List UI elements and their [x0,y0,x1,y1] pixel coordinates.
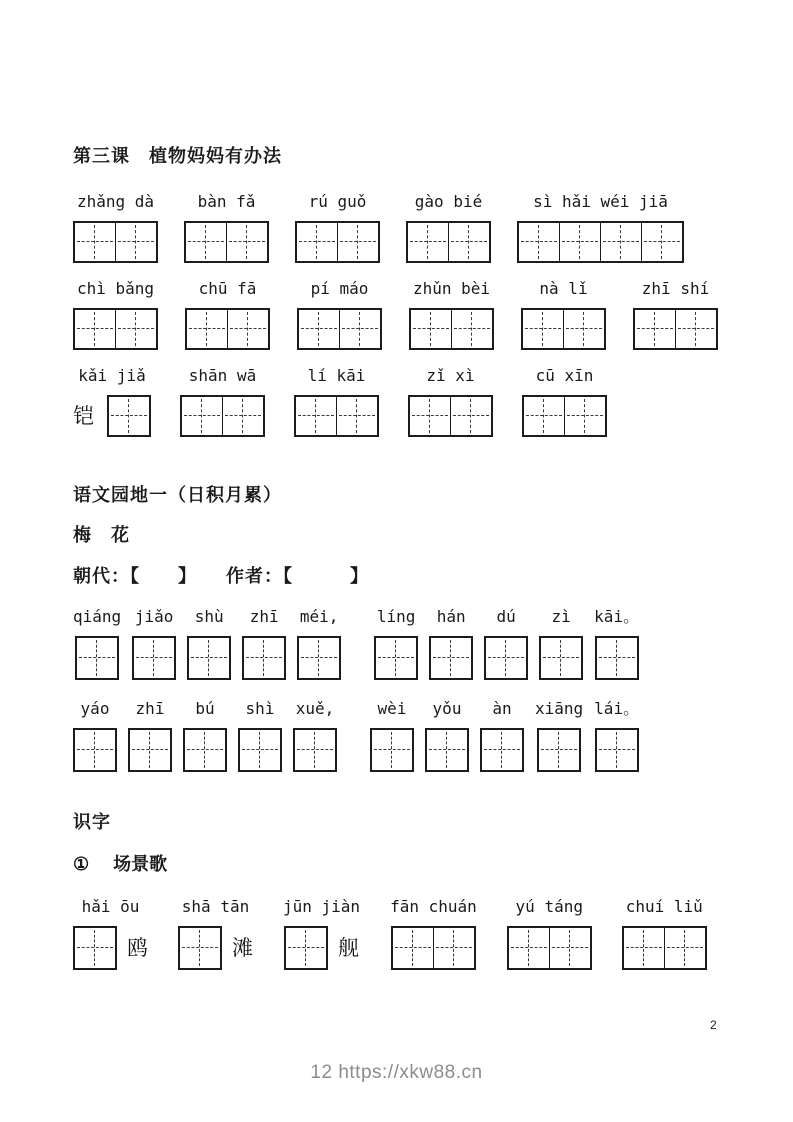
box-line [408,395,493,437]
word-group [185,280,270,350]
writing-grid [406,221,491,263]
garden-section-title: 语文园地一（日积月累） [73,485,282,505]
writing-grid [73,308,158,350]
pinyin-label: sì hǎi wéi jiā [533,192,668,211]
writing-grid [178,926,222,970]
pinyin-label: wèi [377,699,407,718]
grid-cell [559,223,600,261]
grid-cell [295,730,335,770]
writing-grid [537,728,581,772]
pinyin-label: shān wā [188,366,257,385]
pinyin-label: xuě, [295,699,335,718]
grid-cell [77,638,117,678]
grid-cell [411,310,451,348]
grid-cell [189,638,229,678]
grid-cell [297,223,337,261]
pinyin-label: líng [376,607,416,626]
word-group [480,700,524,772]
box-line [429,636,473,680]
pinyin-label: yáo [80,699,110,718]
lesson-title: 第三课 植物妈妈有办法 [73,146,282,166]
word-group [242,608,286,680]
word-group [390,898,477,970]
writing-grid [238,728,282,772]
box-line [409,308,494,350]
word-group [507,898,592,970]
box-line [517,221,684,263]
writing-grid [429,636,473,680]
writing-grid [517,221,684,263]
grid-cell [109,397,149,435]
writing-grid [73,221,158,263]
pinyin-label: zǐ xì [426,366,475,385]
box-line [633,308,718,350]
word-group [633,280,718,350]
word-group [283,898,360,970]
item-title-label: 场景歌 [113,854,168,874]
grid-cell [185,730,225,770]
pinyin-label: kǎi jiǎ [78,366,146,385]
pinyin-label: gào bié [414,192,483,211]
writing-grid [183,728,227,772]
writing-grid [507,926,592,970]
word-group [374,608,418,680]
grid-cell [524,397,564,435]
grid-cell [244,638,284,678]
grid-cell [539,730,579,770]
pinyin-label: qiáng [73,607,122,626]
grid-cell [299,638,339,678]
word-group [406,193,491,263]
word-group [178,898,253,970]
box-line [242,636,286,680]
pinyin-label: zhī shí [641,279,710,298]
grid-cell [408,223,448,261]
pinyin-label: lái。 [594,699,640,718]
box-line [595,636,639,680]
literacy-section-title: 识字 [73,812,111,832]
pinyin-label: zhǎng dà [76,192,155,211]
box-line [73,221,158,263]
grid-cell [227,310,268,348]
word-group [73,280,158,350]
grid-cell [299,310,339,348]
word-group [183,700,227,772]
pinyin-label: fān chuán [390,897,477,916]
grid-cell [75,730,115,770]
box-line [425,728,469,772]
grid-cell [549,928,590,968]
word-group [297,280,382,350]
box-line [178,926,253,970]
word-group [128,700,172,772]
poem-meta: 朝代：【 】 作者：【 】 [73,566,369,586]
box-line [73,308,158,350]
pinyin-label: àn [492,699,512,718]
pinyin-label: jiǎo [134,607,174,626]
pinyin-label: chuí liǔ [625,897,703,916]
grid-cell [187,310,227,348]
word-group [73,367,151,437]
writing-grid [185,308,270,350]
box-line [480,728,524,772]
writing-grid [73,728,117,772]
box-line [185,308,270,350]
grid-cell [75,928,115,968]
poem-line-1 [73,608,793,680]
box-line [73,926,148,970]
word-group [238,700,282,772]
grid-cell [393,928,433,968]
grid-cell [75,310,115,348]
box-line [622,926,707,970]
box-line [73,728,117,772]
writing-grid [409,308,494,350]
word-group [409,280,494,350]
grid-cell [431,638,471,678]
footer-link[interactable]: 12 https://xkw88.cn [310,1062,483,1083]
grid-cell [664,928,705,968]
writing-grid [293,728,337,772]
word-group [522,367,607,437]
grid-cell [339,310,380,348]
box-line [595,728,639,772]
box-line [374,636,418,680]
pinyin-label: hǎi ōu [81,897,140,916]
grid-cell [450,397,491,435]
grid-cell [635,310,675,348]
grid-cell [180,928,220,968]
grid-cell [448,223,489,261]
item-number: ① [73,854,90,874]
page-number: 2 [710,1018,717,1032]
grid-cell [486,638,526,678]
writing-grid [622,926,707,970]
grid-cell [115,310,156,348]
grid-cell [222,397,263,435]
word-group [73,700,117,772]
hanzi-char: 鸥 [127,936,148,960]
pinyin-label: zhī [249,607,279,626]
box-line [370,728,414,772]
box-line [297,308,382,350]
hanzi-char: 舰 [338,936,360,960]
writing-grid [522,395,607,437]
grid-cell [337,223,378,261]
grid-cell [75,223,115,261]
writing-grid [128,728,172,772]
grid-cell [641,223,682,261]
pinyin-label: yǒu [432,699,462,718]
box-line [294,395,379,437]
word-group [187,608,231,680]
writing-grid [539,636,583,680]
box-line [295,221,380,263]
pinyin-label: cū xīn [535,366,594,385]
pinyin-label: shù [194,607,224,626]
grid-cell [675,310,716,348]
pinyin-label: pí máo [310,279,369,298]
pinyin-label: méi, [299,607,339,626]
grid-cell [624,928,664,968]
pinyin-label: zhǔn bèi [412,279,491,298]
box-line [187,636,231,680]
writing-grid [132,636,176,680]
box-line [238,728,282,772]
pinyin-label: zhī [135,699,165,718]
grid-cell [186,223,226,261]
writing-grid [180,395,265,437]
word-group [521,280,606,350]
word-group [622,898,707,970]
pinyin-label: bú [195,699,215,718]
box-line [73,395,151,437]
writing-grid [297,308,382,350]
lesson-word-row-3 [73,367,793,437]
box-line [128,728,172,772]
grid-cell [597,638,637,678]
grid-cell [564,397,605,435]
pinyin-label: kāi。 [594,607,640,626]
grid-cell [134,638,174,678]
box-line [537,728,581,772]
writing-grid [107,395,151,437]
writing-grid [408,395,493,437]
word-group [294,367,379,437]
grid-cell [600,223,641,261]
writing-grid [284,926,328,970]
pinyin-label: chū fā [198,279,257,298]
grid-cell [541,638,581,678]
grid-cell [451,310,492,348]
word-group [297,608,341,680]
grid-cell [376,638,416,678]
pinyin-label: shā tān [181,897,250,916]
poem-line-2 [73,700,793,772]
word-group [293,700,337,772]
box-line [521,308,606,350]
writing-grid [425,728,469,772]
writing-grid [391,926,476,970]
word-group [594,608,639,680]
grid-cell [115,223,156,261]
word-group [73,193,158,263]
box-line [539,636,583,680]
pinyin-label: rú guǒ [308,192,367,211]
writing-grid [294,395,379,437]
writing-grid [184,221,269,263]
box-line [507,926,592,970]
word-group [295,193,380,263]
literacy-item-title [73,854,793,874]
box-line [284,926,359,970]
grid-cell [563,310,604,348]
box-line [522,395,607,437]
hanzi-char: 铠 [73,404,94,428]
writing-grid [295,221,380,263]
hanzi-char: 滩 [232,936,253,960]
word-group [370,700,414,772]
word-group [132,608,176,680]
pinyin-label: chì bǎng [76,279,155,298]
writing-grid [370,728,414,772]
writing-grid [73,926,117,970]
grid-cell [519,223,559,261]
box-line [391,926,476,970]
pinyin-label: bàn fǎ [197,192,256,211]
word-group [184,193,269,263]
word-group [429,608,473,680]
box-line [484,636,528,680]
grid-cell [226,223,267,261]
writing-grid [75,636,119,680]
word-group [408,367,493,437]
word-group [73,608,121,680]
box-line [406,221,491,263]
pinyin-label: shì [245,699,275,718]
page-footer [0,1062,793,1084]
word-group [594,700,639,772]
grid-cell [286,928,326,968]
box-line [293,728,337,772]
writing-grid [187,636,231,680]
writing-grid [595,636,639,680]
pinyin-label: hán [436,607,466,626]
pinyin-label: xiāng [535,699,584,718]
grid-cell [482,730,522,770]
word-group [484,608,528,680]
writing-grid [480,728,524,772]
grid-cell [240,730,280,770]
box-line [184,221,269,263]
writing-grid [297,636,341,680]
grid-cell [427,730,467,770]
pinyin-label: nà lǐ [539,279,588,298]
pinyin-label: dú [496,607,516,626]
grid-cell [130,730,170,770]
lesson-word-row-1 [73,193,793,263]
box-line [180,395,265,437]
writing-grid [484,636,528,680]
word-group [535,700,583,772]
box-line [297,636,341,680]
word-group [517,193,684,263]
writing-grid [521,308,606,350]
box-line [183,728,227,772]
grid-cell [597,730,637,770]
word-group [425,700,469,772]
box-line [132,636,176,680]
poem-title: 梅 花 [73,525,130,545]
pinyin-label: yú táng [515,897,583,916]
lesson-word-row-2 [73,280,793,350]
grid-cell [523,310,563,348]
word-group [539,608,583,680]
pinyin-label: jūn jiàn [283,897,361,916]
box-line [75,636,119,680]
grid-cell [433,928,474,968]
pinyin-label: zì [551,607,571,626]
literacy-word-row [73,898,793,970]
writing-grid [633,308,718,350]
pinyin-label: lí kāi [307,366,366,385]
writing-grid [595,728,639,772]
word-group [73,898,148,970]
grid-cell [372,730,412,770]
writing-grid [374,636,418,680]
word-group [180,367,265,437]
grid-cell [336,397,377,435]
writing-grid [242,636,286,680]
grid-cell [410,397,450,435]
grid-cell [509,928,549,968]
grid-cell [296,397,336,435]
grid-cell [182,397,222,435]
